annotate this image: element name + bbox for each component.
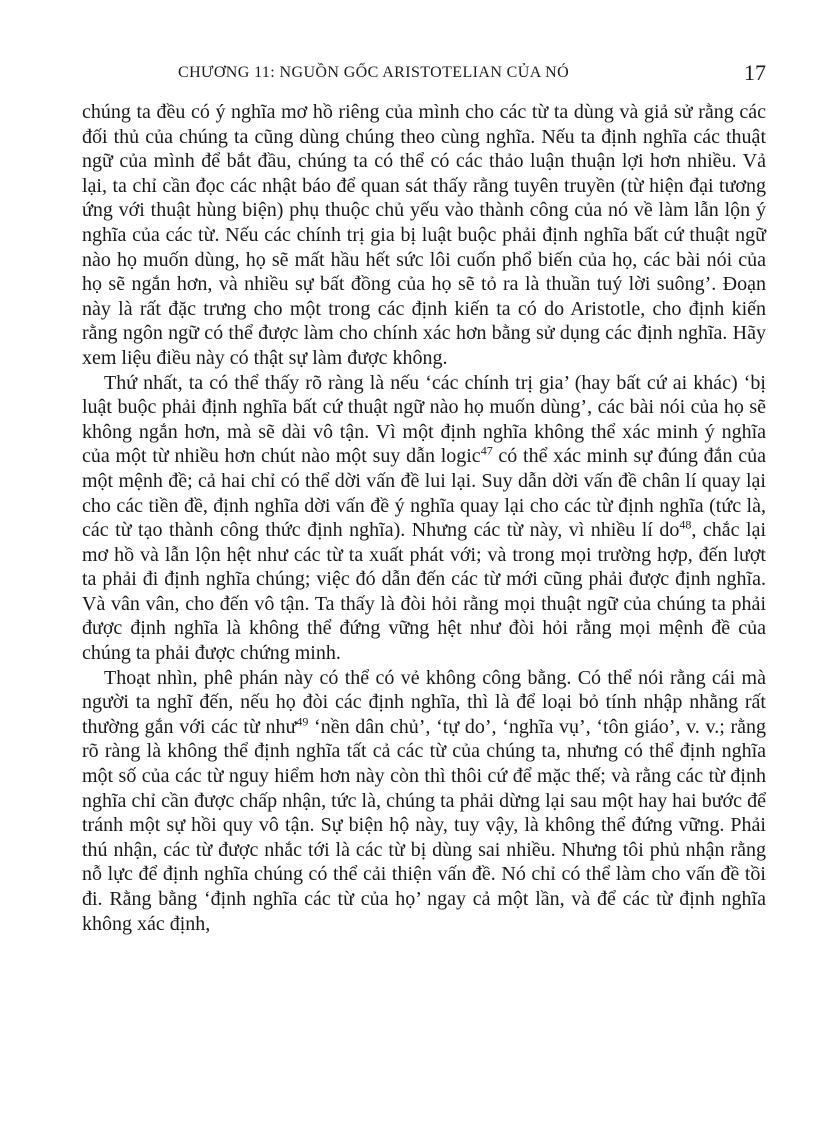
body-text <box>82 100 766 936</box>
footnote-ref-48[interactable]: 48 <box>679 517 692 532</box>
page-number: 17 <box>744 60 766 85</box>
running-header <box>82 60 766 90</box>
footnote-ref-47[interactable]: 47 <box>480 443 493 458</box>
text-segment: ‘nền dân chủ’, ‘tự do’, ‘nghĩa vụ’, ‘tôn giáo’, v. v.; rằng rõ ràng là không thể định nghĩa tất cả các từ của chúng ta, nhưng có thể định nghĩa một số của các từ nguy hiểm hơn này còn thì thôi cứ để mặc thế; và rằng các từ định nghĩa chỉ cần được chấp nhận, tức là, chúng ta phải dừng lại sau một hay hai bước để tránh một sự hồi quy vô tận. Sự biện hộ này, tuy vậy, là không thể đứng vững. Phải thú nhận, các từ được nhắc tới là các từ bị dùng sai nhiều. Nhưng tôi phủ nhận rằng nỗ lực để định nghĩa chúng có thể cải thiện vấn đề. Nó chỉ có thể làm cho vấn đề tồi đi. Rằng bằng ‘định nghĩa các từ của họ’ ngay cả một lần, và để các từ định nghĩa không xác định, <box>82 715 766 935</box>
footnote-ref-49[interactable]: 49 <box>296 714 309 729</box>
text-segment: chúng ta đều có ý nghĩa mơ hồ riêng của mình cho các từ ta dùng và giả sử rằng các đối thủ của chúng ta cũng dùng chúng theo cùng nghĩa. Nếu ta định nghĩa các thuật ngữ của mình để bắt đầu, chúng ta có thể có các thảo luận thuận lợi hơn nhiều. Vả lại, ta chỉ cần đọc các nhật báo để quan sát thấy rằng tuyên truyền (từ hiện đại tương ứng với thuật hùng biện) phụ thuộc chủ yếu vào thành công của nó về làm lẫn lộn ý nghĩa của các từ. Nếu các chính trị gia bị luật buộc phải định nghĩa bất cứ thuật ngữ nào họ muốn dùng, họ sẽ mất hầu hết sức lôi cuốn phổ biến của họ, các bài nói của họ sẽ ngắn hơn, và nhiều sự bất đồng của họ sẽ tỏ ra là thuần tuý lời suông’. Đoạn này là rất đặc trưng cho một trong các định kiến ta có do Aristotle, cho định kiến rằng ngôn ngữ có thể được làm cho chính xác hơn bằng sử dụng các định nghĩa. Hãy xem liệu điều này có thật sự làm được không. <box>82 101 766 369</box>
text-segment: có thể xác minh sự đúng đắn của một mệnh đề; cả hai chỉ có thể dời vấn đề lui lại. Suy dẫn dời vấn đề chân lí quay lại cho các tiền đề, định nghĩa dời vấn đề ý nghĩa quay lại cho các từ định nghĩa (tức là, các từ tạo thành công thức định nghĩa). Nhưng các từ này, vì nhiều lí do <box>82 445 766 542</box>
text-segment: Thứ nhất, ta có thể thấy rõ ràng là nếu ‘các chính trị gia’ (hay bất cứ ai khác) ‘bị luật buộc phải định nghĩa bất cứ thuật ngữ nào họ muốn dùng’, các bài nói của họ sẽ không ngắn hơn, mà sẽ dài vô tận. Vì một định nghĩa không thể xác minh ý nghĩa của một từ nhiều hơn chút nào một suy dẫn logic <box>82 371 766 468</box>
paragraph-3 <box>82 666 766 937</box>
paragraph-2 <box>82 371 766 666</box>
chapter-title: CHƯƠNG 11: NGUỒN GỐC ARISTOTELIAN CỦA NÓ <box>178 64 570 81</box>
text-segment: Thoạt nhìn, phê phán này có thể có vẻ không công bằng. Có thể nói rằng cái mà người ta nghĩ đến, nếu họ đòi các định nghĩa, thì là để loại bỏ tính nhập nhằng rất thường gắn với các từ như <box>82 666 766 738</box>
text-segment: , chắc lại mơ hồ và lẫn lộn hệt như các từ ta xuất phát với; và trong mọi trường hợp, đến lượt ta phải đi định nghĩa chúng; việc đó dẫn đến các từ mới cũng phải được định nghĩa. Và vân vân, cho đến vô tận. Ta thấy là đòi hỏi rằng mọi thuật ngữ của chúng ta phải được định nghĩa là không thể đứng vững hệt như đòi hỏi rằng mọi mệnh đề của chúng ta phải được chứng minh. <box>82 519 767 665</box>
paragraph-1 <box>82 100 766 371</box>
